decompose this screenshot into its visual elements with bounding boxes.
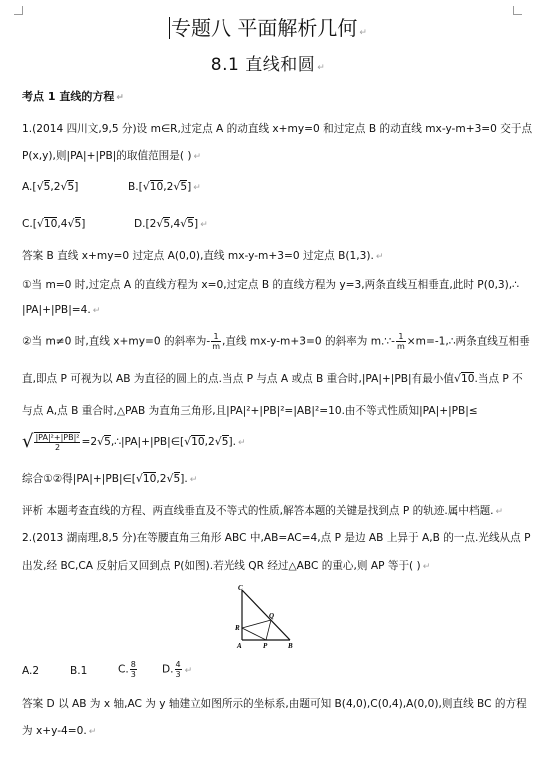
label-p: P [263, 642, 268, 650]
q1-solution-line-5: 与点 A,点 B 重合时,△PAB 为直角三角形,且|PA|²+|PB|²=|AB|²=10.由不等式性质知|PA|+|PB|≤ [22, 405, 478, 417]
paragraph-mark: ↵ [375, 252, 384, 262]
ray-qr [242, 620, 271, 628]
label-q: Q [269, 612, 275, 620]
paragraph-mark: ↵ [193, 152, 202, 162]
paragraph-mark: ↵ [193, 183, 201, 193]
paragraph-mark: ↵ [92, 306, 101, 316]
paragraph-mark: ↵ [116, 93, 124, 103]
text-cursor [169, 17, 170, 39]
q2-answer-line-1: 答案 D 以 AB 为 x 轴,AC 为 y 轴建立如图所示的坐标系,由题可知 B(4,0),C(0,4),A(0,0),则直线 BC 的方程 [22, 698, 527, 710]
q1-option-a: A.[√5,2√5] [22, 180, 79, 193]
side-bc [242, 590, 290, 640]
q1-solution-line-1: ①当 m=0 时,过定点 A 的直线方程为 x=0,过定点 B 的直线方程为 y=3,两条直线互相垂直,此时 P(0,3),∴ [22, 279, 519, 291]
paragraph-mark: ↵ [422, 562, 431, 572]
q1-review: 评析 本题考查直线的方程、两直线垂直及不等式的性质,解答本题的关键是找到点 P 的轨迹.属中档题. ↵ [22, 505, 504, 517]
q2-stem-line-2: 出发,经 BC,CA 反射后又回到点 P(如图).若光线 QR 经过△ABC 的重心,则 AP 等于( ) ↵ [22, 560, 431, 572]
q1-solution-line-6: √ $\frac{\text{|PA|²+|PB|²}}{2}$ =2√5,∴|PA|+|PB|∈[√10,2√5]. ↵ [22, 431, 246, 452]
q2-stem-line-1: 2.(2013 湖南理,8,5 分)在等腰直角三角形 ABC 中,AB=AC=4,点 P 是边 AB 上异于 A,B 的一点.光线从点 P [22, 532, 531, 544]
q1-conclusion: 综合①②得|PA|+|PB|∈[√10,2√5]. ↵ [22, 472, 198, 485]
paragraph-mark: ↵ [184, 665, 193, 676]
q2-option-d: D. $\frac{4}{3}$ ↵ [162, 660, 193, 679]
paragraph-mark: ↵ [359, 28, 367, 38]
topic-heading: 考点 1 直线的方程 ↵ [22, 90, 124, 103]
q1-stem-line-1: 1.(2014 四川文,9,5 分)设 m∈R,过定点 A 的动直线 x+my=0 和过定点 B 的动直线 mx-y-m+3=0 交于点 [22, 123, 533, 135]
q1-solution-line-3: ②当 m≠0 时,直线 x+my=0 的斜率为- $\frac{1}{m}$ ,直线 mx-y-m+3=0 的斜率为 m.∵- $\frac{1}{m}$ ×m=-1,∴两条直线互相垂 [22, 332, 530, 351]
ray-rp [242, 628, 266, 640]
fraction: $\frac{8}{3}$ [130, 660, 136, 679]
triangle-figure [228, 582, 300, 652]
q2-option-a: A.2 [22, 665, 40, 677]
fraction: $\frac{1}{m}$ [212, 332, 220, 351]
q2-option-b: B.1 [70, 665, 88, 677]
radical-expression: √ $\frac{\text{|PA|²+|PB|²}}{2}$ [22, 431, 80, 452]
fraction: $\frac{1}{m}$ [396, 332, 405, 351]
paragraph-mark: ↵ [238, 438, 246, 448]
label-a: A [237, 642, 242, 650]
q1-option-b: B.[√10,2√5] ↵ [128, 180, 201, 193]
ray-pq [266, 620, 271, 640]
q1-stem-line-2: P(x,y),则|PA|+|PB|的取值范围是( ) ↵ [22, 150, 202, 162]
paragraph-mark: ↵ [317, 63, 326, 73]
paragraph-mark: ↵ [495, 507, 504, 517]
q1-option-d: D.[2√5,4√5] ↵ [134, 217, 208, 230]
paragraph-mark: ↵ [200, 220, 208, 230]
q1-solution-line-4: 直,即点 P 可视为以 AB 为直径的圆上的点.当点 P 与点 A 或点 B 重合时,|PA|+|PB|有最小值√10.当点 P 不 [22, 372, 523, 385]
paragraph-mark: ↵ [189, 475, 198, 485]
label-b: B [288, 642, 293, 650]
fraction: $\frac{4}{3}$ [175, 660, 181, 679]
chapter-title: 专题八 平面解析几何 ↵ [171, 16, 367, 40]
label-c: C [238, 584, 243, 592]
q1-solution-line-2: |PA|+|PB|=4. ↵ [22, 304, 101, 316]
paragraph-mark: ↵ [88, 727, 97, 737]
q1-answer: 答案 B 直线 x+my=0 过定点 A(0,0),直线 mx-y-m+3=0 过定点 B(1,3). ↵ [22, 250, 384, 262]
section-title: 8.1 直线和圆 ↵ [210, 55, 326, 75]
q1-option-c: C.[√10,4√5] [22, 217, 86, 230]
q2-option-c: C. $\frac{8}{3}$ [118, 660, 136, 679]
label-r: R [235, 624, 240, 632]
q2-answer-line-2: 为 x+y-4=0. ↵ [22, 725, 97, 737]
